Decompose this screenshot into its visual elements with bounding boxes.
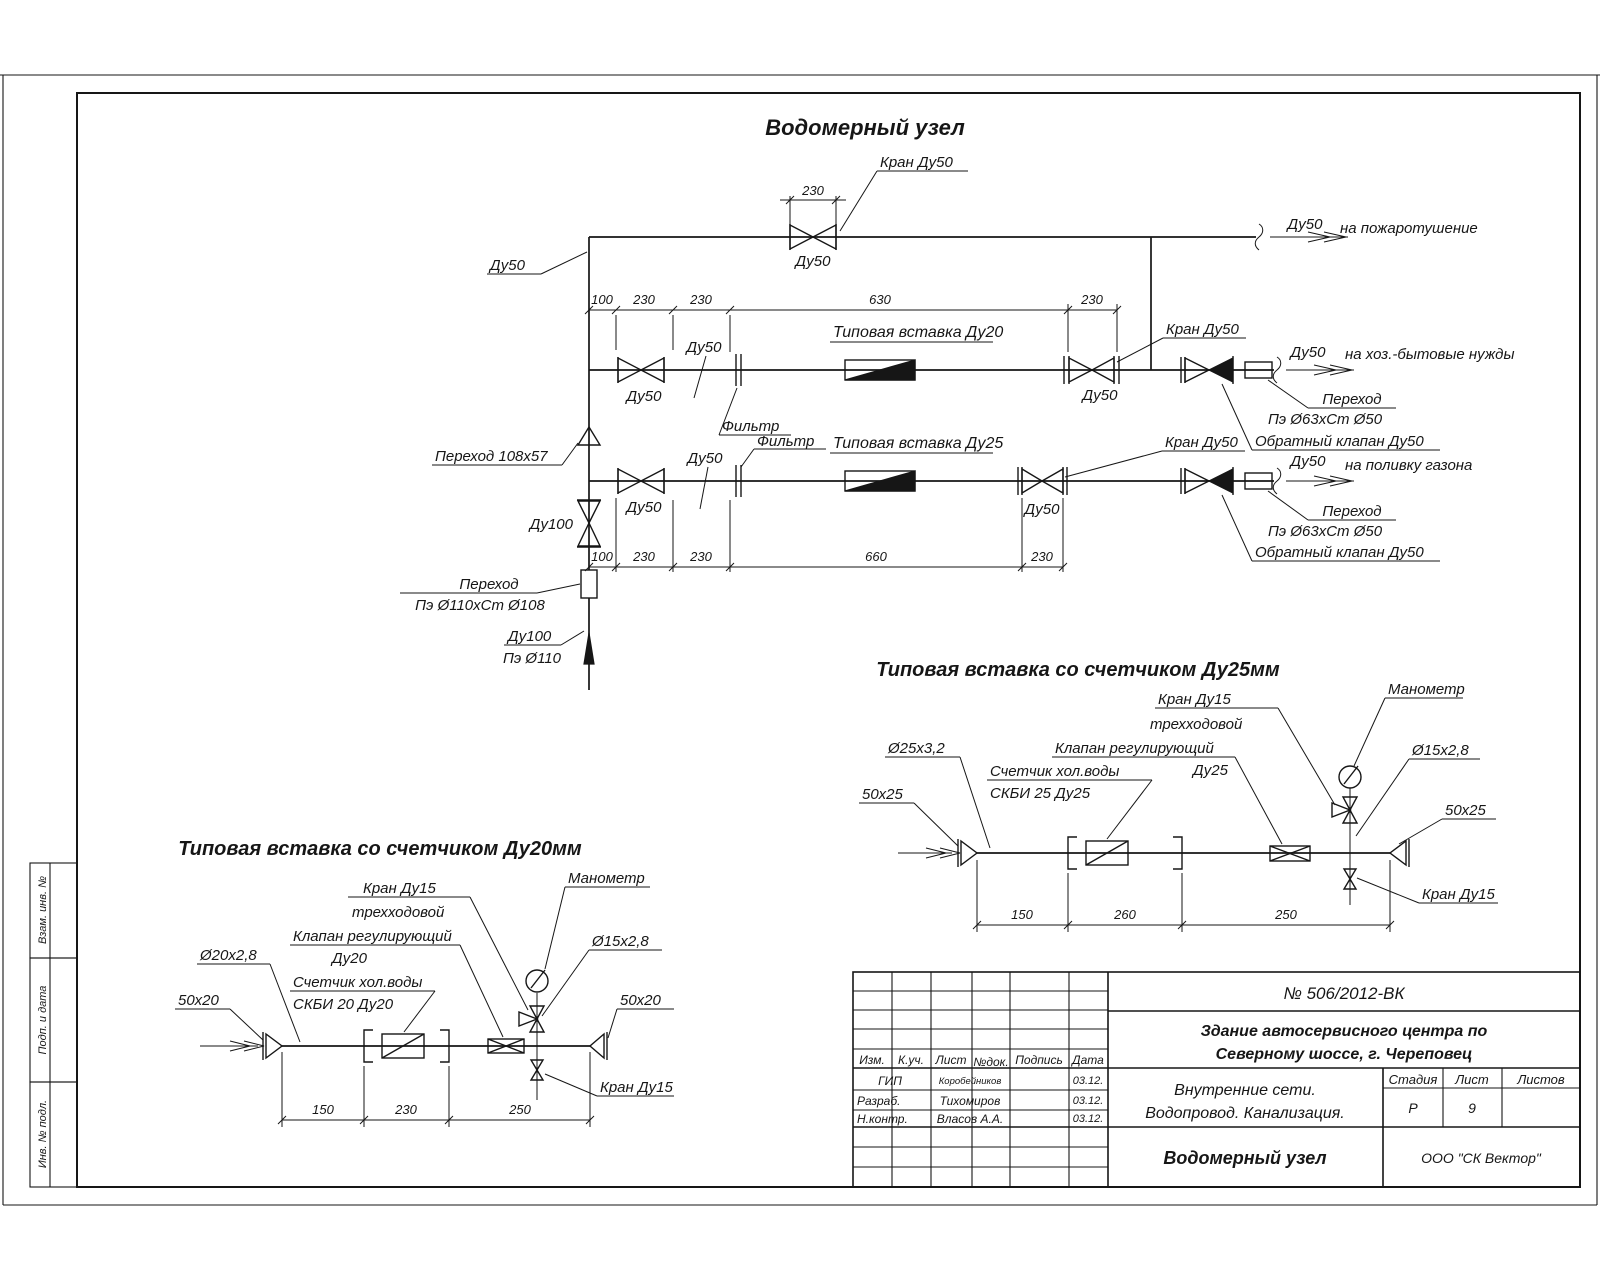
row1-dest: на хоз.-бытовые нужды bbox=[1345, 346, 1515, 363]
detail25-dim-2: 250 bbox=[1275, 907, 1297, 922]
row1-perehod: Переход bbox=[1322, 391, 1382, 408]
row1-insert-label: Типовая вставка Ду20 bbox=[833, 324, 1004, 341]
row1-dim-0: 100 bbox=[591, 292, 613, 307]
row2-insert-label: Типовая вставка Ду25 bbox=[833, 435, 1004, 452]
flow-arrow-fire bbox=[1270, 232, 1348, 242]
detail20-dim-1: 230 bbox=[395, 1102, 417, 1117]
detail20-title: Типовая вставка со счетчиком Ду20мм bbox=[178, 838, 582, 860]
top-dim-230: 230 bbox=[802, 183, 824, 198]
row2-dim-1: 230 bbox=[633, 549, 655, 564]
row1-arrow-dn: Ду50 bbox=[1290, 344, 1326, 361]
margin-label-vzam: Взам. инв. № bbox=[37, 875, 49, 945]
company-name: ООО "СК Вектор" bbox=[1421, 1150, 1541, 1166]
row1-dn50-leader bbox=[694, 356, 706, 398]
top-crane-label: Кран Ду50 bbox=[880, 154, 953, 171]
detail20-dim-0: 150 bbox=[312, 1102, 334, 1117]
margin-label-podp: Подп. и дата bbox=[37, 985, 49, 1055]
row2-dim-2: 230 bbox=[690, 549, 712, 564]
row-gip-name: Коробейников bbox=[938, 1076, 1002, 1087]
main-title: Водомерный узел bbox=[765, 115, 965, 140]
row2-dim-4: 230 bbox=[1031, 549, 1053, 564]
flow-arrow-lawn bbox=[1286, 476, 1354, 486]
top-arrow-dn: Ду50 bbox=[1287, 216, 1323, 233]
col-kuch: К.уч. bbox=[898, 1053, 924, 1067]
row2-crane-label: Кран Ду50 bbox=[1165, 434, 1238, 451]
detail20-crane15-type: трехходовой bbox=[352, 904, 445, 921]
detail20-left: 50х20 bbox=[178, 992, 219, 1009]
detail20-valve-reg: Клапан регулирующий bbox=[293, 928, 452, 945]
detail25-crane15: Кран Ду15 bbox=[1158, 691, 1231, 708]
detail25-piping bbox=[898, 839, 1409, 867]
row2-crane-leader bbox=[1065, 451, 1245, 477]
inlet-flow-arrow-icon bbox=[584, 633, 594, 664]
top-valve-dim bbox=[780, 196, 846, 230]
detail20-valve-reg-dn: Ду20 bbox=[332, 950, 367, 967]
section-line2: Водопровод. Канализация. bbox=[1145, 1105, 1345, 1122]
col-ndok: №док. bbox=[973, 1055, 1009, 1069]
detail25-dim-0: 150 bbox=[1011, 907, 1033, 922]
detail25-crane15-type: трехходовой bbox=[1150, 716, 1243, 733]
filter2-leader bbox=[741, 449, 826, 467]
row1-dim-4: 230 bbox=[1081, 292, 1103, 307]
detail25-threeway-manometer-icon bbox=[1332, 766, 1361, 853]
title-block bbox=[853, 972, 1580, 1187]
detail20-dim-2: 250 bbox=[509, 1102, 531, 1117]
riser-dn100-label: Ду100 bbox=[529, 516, 573, 533]
sheet-title: Водомерный узел bbox=[1163, 1148, 1327, 1168]
row2-dim-3: 660 bbox=[865, 549, 887, 564]
row-razrab-role: Разраб. bbox=[857, 1094, 901, 1108]
row2-dim-0: 100 bbox=[591, 549, 613, 564]
row1-valve2-dn: Ду50 bbox=[1082, 387, 1118, 404]
detail25-crane15-drain: Кран Ду15 bbox=[1422, 886, 1495, 903]
row1-pipe-dn: Ду50 bbox=[686, 339, 722, 356]
row1-perehod2: Пэ Ø63хСт Ø50 bbox=[1267, 411, 1383, 428]
object-line2: Северному шоссе, г. Череповец bbox=[1215, 1046, 1473, 1063]
sheets-label: Листов bbox=[1517, 1072, 1565, 1087]
filter2-label: Фильтр bbox=[757, 433, 815, 450]
top-crane-leader bbox=[840, 171, 968, 231]
col-podpis: Подпись bbox=[1015, 1053, 1063, 1067]
detail20-right: 50х20 bbox=[620, 992, 661, 1009]
detail20-threeway-manometer-icon bbox=[519, 970, 548, 1046]
riser-inlet-dn: Ду100 bbox=[508, 628, 552, 645]
riser-dn50: Ду50 bbox=[490, 257, 525, 274]
detail25-drain-valve-icon bbox=[1344, 853, 1356, 905]
object-line1: Здание автосервисного центра по bbox=[1200, 1023, 1488, 1040]
row1-valve1-dn: Ду50 bbox=[626, 388, 662, 405]
margin-label-inv: Инв. № подл. bbox=[37, 1099, 49, 1169]
detail25-left: 50х25 bbox=[862, 786, 903, 803]
row1-dim-2: 230 bbox=[690, 292, 712, 307]
detail20-manometer: Манометр bbox=[568, 870, 645, 887]
detail25-d-label: Ø25х3,2 bbox=[888, 740, 945, 757]
row-gip-role: ГИП bbox=[878, 1074, 902, 1088]
riser-reducer2a: Переход bbox=[459, 576, 519, 593]
row-nkontr-date: 03.12. bbox=[1072, 1113, 1104, 1125]
detail25-right: 50х25 bbox=[1445, 802, 1486, 819]
row2-check-label: Обратный клапан Ду50 bbox=[1255, 544, 1424, 561]
detail25-title: Типовая вставка со счетчиком Ду25мм bbox=[876, 659, 1280, 681]
detail25-manometer: Манометр bbox=[1388, 681, 1465, 698]
top-valve-dn: Ду50 bbox=[795, 253, 831, 270]
detail25-dim-1: 260 bbox=[1114, 907, 1136, 922]
detail25-dim bbox=[973, 860, 1394, 932]
filter1-label: Фильтр bbox=[722, 418, 780, 435]
row2-arrow-dn: Ду50 bbox=[1290, 453, 1326, 470]
col-list: Лист bbox=[935, 1053, 967, 1067]
row1-check-label: Обратный клапан Ду50 bbox=[1255, 433, 1424, 450]
row-gip-date: 03.12. bbox=[1072, 1075, 1104, 1087]
row1-crane-label: Кран Ду50 bbox=[1166, 321, 1239, 338]
detail20-crane15-drain: Кран Ду15 bbox=[600, 1079, 673, 1096]
detail20-drain-valve-icon bbox=[531, 1046, 543, 1100]
riser-reducer2b: Пэ Ø110хСт Ø108 bbox=[415, 597, 545, 614]
row-nkontr-name: Власов А.А. bbox=[936, 1112, 1004, 1126]
riser-inlet-pipe: Пэ Ø110 bbox=[503, 650, 561, 667]
row1-dim-1: 230 bbox=[633, 292, 655, 307]
detail20-meter1: Счетчик хол.воды bbox=[293, 974, 423, 991]
section-line1: Внутренние сети. bbox=[1174, 1082, 1316, 1099]
top-dest: на пожаротушение bbox=[1340, 220, 1478, 237]
row-nkontr-role: Н.контр. bbox=[857, 1112, 908, 1126]
detail25-valve-reg-dn: Ду25 bbox=[1193, 762, 1228, 779]
pipe-break-icon bbox=[1255, 224, 1281, 494]
col-data: Дата bbox=[1072, 1053, 1104, 1067]
flow-arrow-domestic bbox=[1286, 365, 1354, 375]
detail20-d-label: Ø20х2,8 bbox=[200, 947, 257, 964]
row2-dn50-leader bbox=[700, 467, 708, 509]
row2-perehod: Переход bbox=[1322, 503, 1382, 520]
row2-pipe-dn: Ду50 bbox=[687, 450, 723, 467]
detail25-meter1: Счетчик хол.воды bbox=[990, 763, 1120, 780]
doc-number: № 506/2012-ВК bbox=[1283, 984, 1405, 1003]
detail20-crane15: Кран Ду15 bbox=[363, 880, 436, 897]
row-razrab-date: 03.12. bbox=[1072, 1095, 1104, 1107]
stage-label: Стадия bbox=[1388, 1072, 1438, 1087]
margin-boxes bbox=[30, 863, 77, 1187]
sheet-number: 9 bbox=[1468, 1100, 1476, 1116]
row-razrab-name: Тихомиров bbox=[939, 1094, 1001, 1108]
detail20-d15: Ø15х2,8 bbox=[592, 933, 649, 950]
row2-dest: на поливку газона bbox=[1345, 457, 1473, 474]
detail25-valve-reg: Клапан регулирующий bbox=[1055, 740, 1214, 757]
row2-valve1-dn: Ду50 bbox=[626, 499, 662, 516]
col-izm: Изм. bbox=[859, 1053, 885, 1067]
riser-reducer-label: Переход 108х57 bbox=[435, 448, 548, 465]
detail25-d15: Ø15х2,8 bbox=[1412, 742, 1469, 759]
detail25-meter2: СКБИ 25 Ду25 bbox=[990, 785, 1091, 802]
row2-perehod2: Пэ Ø63хСт Ø50 bbox=[1267, 523, 1383, 540]
riser-reducer2-icon bbox=[581, 570, 597, 598]
row2-valve2-dn: Ду50 bbox=[1024, 501, 1060, 518]
sheet-label: Лист bbox=[1455, 1072, 1489, 1087]
stage-value: Р bbox=[1408, 1100, 1418, 1116]
row1-dim-3: 630 bbox=[869, 292, 891, 307]
detail20-meter2: СКБИ 20 Ду20 bbox=[293, 996, 394, 1013]
